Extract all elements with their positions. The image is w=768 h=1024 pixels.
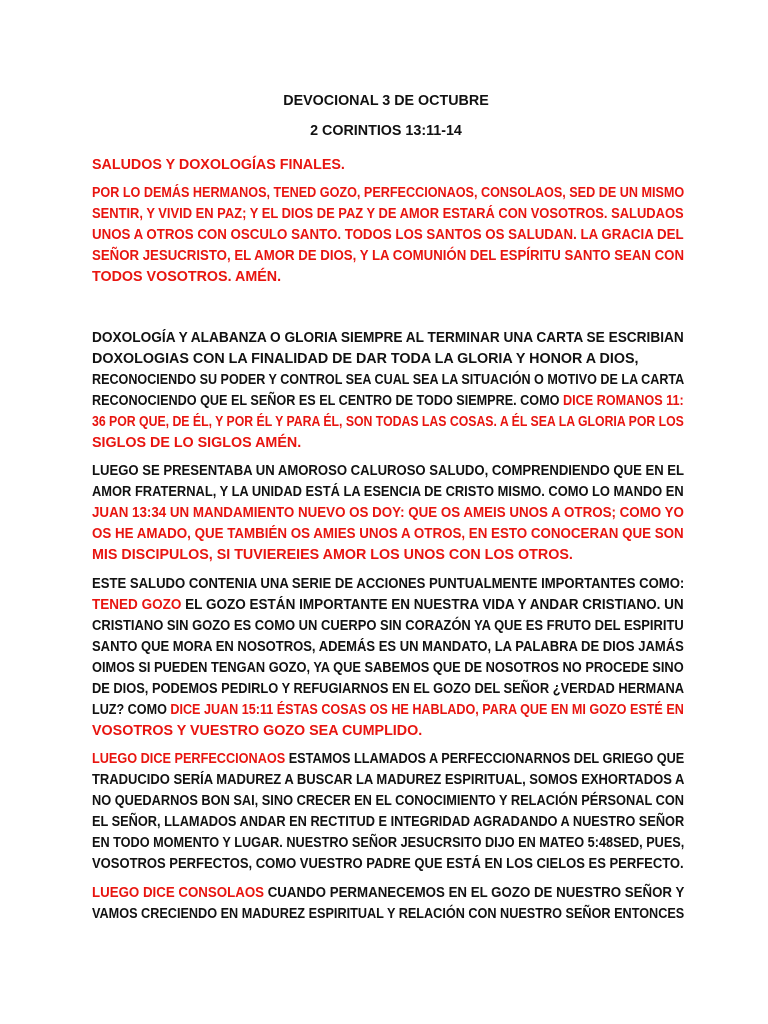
paragraph-line: RECONOCIENDO SU PODER Y CONTROL SEA CUAL SEA LA SITUACIÓN O MOTIVO DE LA CARTA <box>92 372 685 388</box>
paragraph-line: VOSOTROS PERFECTOS, COMO VUESTRO PADRE QUE ESTÁ EN LOS CIELOS ES PERFECTO. <box>92 856 684 872</box>
scripture-quote: DICE ROMANOS 11: <box>562 393 684 409</box>
scripture-line: TODOS VOSOTROS. AMÉN. <box>92 269 282 285</box>
scripture-quote: DICE JUAN 15:11 ÉSTAS COSAS OS HE HABLADO, PARA QUE EN MI GOZO ESTÉ EN <box>170 702 684 718</box>
scripture-line: OS HE AMADO, QUE TAMBIÉN OS AMIES UNOS A OTROS, EN ESTO CONOCERAN QUE SON <box>92 526 684 542</box>
scripture-line: SENTIR, Y VIVID EN PAZ; Y EL DIOS DE PAZ Y DE AMOR ESTARÁ CON VOSOTROS. SALUDAOS <box>92 206 684 222</box>
paragraph-line: EN TODO MOMENTO Y LUGAR. NUESTRO SEÑOR JESUCRSITO DIJO EN MATEO 5:48SED, PUES, <box>92 835 685 851</box>
keyword-highlight: LUEGO DICE CONSOLAOS <box>92 885 265 901</box>
section-heading: SALUDOS Y DOXOLOGÍAS FINALES. <box>92 157 345 173</box>
scripture-line: SIGLOS DE LO SIGLOS AMÉN. <box>92 435 302 451</box>
scripture-line: MIS DISCIPULOS, SI TUVIEREIES AMOR LOS UNOS CON LOS OTROS. <box>92 547 573 563</box>
scripture-line: JUAN 13:34 UN MANDAMIENTO NUEVO OS DOY: QUE OS AMEIS UNOS A OTROS; COMO YO <box>92 505 684 521</box>
paragraph-line: CRISTIANO SIN GOZO ES COMO UN CUERPO SIN CORAZÓN YA QUE ES FRUTO DEL ESPIRITU <box>92 618 684 634</box>
paragraph-text: EL GOZO ESTÁN IMPORTANTE EN NUESTRA VIDA Y ANDAR CRISTIANO. UN <box>181 597 684 613</box>
paragraph-line <box>92 883 684 904</box>
scripture-line: 36 POR QUE, DE ÉL, Y POR ÉL Y PARA ÉL, SON TODAS LAS COSAS. A ÉL SEA LA GLORIA POR LOS <box>92 414 684 430</box>
paragraph-line <box>92 391 684 412</box>
paragraph-text: CUANDO PERMANECEMOS EN EL GOZO DE NUESTRO SEÑOR Y <box>264 885 685 901</box>
keyword-highlight: LUEGO DICE PERFECCIONAOS <box>92 751 286 767</box>
paragraph-line: AMOR FRATERNAL, Y LA UNIDAD ESTÁ LA ESENCIA DE CRISTO MISMO. COMO LO MANDO EN <box>92 484 684 500</box>
scripture-line: SEÑOR JESUCRISTO, EL AMOR DE DIOS, Y LA COMUNIÓN DEL ESPÍRITU SANTO SEAN CON <box>92 248 685 264</box>
paragraph-line <box>92 700 684 721</box>
paragraph-line: EL SEÑOR, LLAMADOS ANDAR EN RECTITUD E INTEGRIDAD AGRADANDO A NUESTRO SEÑOR <box>92 814 685 830</box>
paragraph-text: LUZ? COMO <box>92 702 171 718</box>
paragraph-line: TRADUCIDO SERÍA MADUREZ A BUSCAR LA MADUREZ ESPIRITUAL, SOMOS EXHORTADOS A <box>92 772 685 788</box>
paragraph-line: LUEGO SE PRESENTABA UN AMOROSO CALUROSO SALUDO, COMPRENDIENDO QUE EN EL <box>92 463 685 479</box>
paragraph-text: RECONOCIENDO QUE EL SEÑOR ES EL CENTRO DE TODO SIEMPRE. COMO <box>92 393 563 409</box>
document-title: DEVOCIONAL 3 DE OCTUBRE <box>283 93 489 109</box>
paragraph-line <box>92 595 684 616</box>
paragraph-line: DOXOLOGIAS CON LA FINALIDAD DE DAR TODA LA GLORIA Y HONOR A DIOS, <box>92 351 639 367</box>
scripture-line: UNOS A OTROS CON OSCULO SANTO. TODOS LOS SANTOS OS SALUDAN. LA GRACIA DEL <box>92 227 684 243</box>
paragraph-line: DE DIOS, PODEMOS PEDIRLO Y REFUGIARNOS EN EL GOZO DEL SEÑOR ¿VERDAD HERMANA <box>92 681 685 697</box>
paragraph-line: VAMOS CRECIENDO EN MADUREZ ESPIRITUAL Y RELACIÓN CON NUESTRO SEÑOR ENTONCES <box>92 906 685 922</box>
bible-reference: 2 CORINTIOS 13:11-14 <box>310 123 462 139</box>
paragraph-line: DOXOLOGÍA Y ALABANZA O GLORIA SIEMPRE AL TERMINAR UNA CARTA SE ESCRIBIAN <box>92 330 684 346</box>
paragraph-line: ESTE SALUDO CONTENIA UNA SERIE DE ACCIONES PUNTUALMENTE IMPORTANTES COMO: <box>92 576 685 592</box>
keyword-highlight: TENED GOZO <box>92 597 182 613</box>
paragraph-line: NO QUEDARNOS BON SAI, SINO CRECER EN EL CONOCIMIENTO Y RELACIÓN PÉRSONAL CON <box>92 793 685 809</box>
paragraph-line: OIMOS SI PUEDEN TENGAN GOZO, YA QUE SABEMOS QUE DE NOSOTROS NO PROCEDE SINO <box>92 660 684 676</box>
scripture-line: POR LO DEMÁS HERMANOS, TENED GOZO, PERFECCIONAOS, CONSOLAOS, SED DE UN MISMO <box>92 185 685 201</box>
paragraph-line: SANTO QUE MORA EN NOSOTROS, ADEMÁS ES UN MANDATO, LA PALABRA DE DIOS JAMÁS <box>92 639 684 655</box>
paragraph-line <box>92 749 684 770</box>
scripture-line: VOSOTROS Y VUESTRO GOZO SEA CUMPLIDO. <box>92 723 423 739</box>
paragraph-text: ESTAMOS LLAMADOS A PERFECCIONARNOS DEL GRIEGO QUE <box>285 751 685 767</box>
